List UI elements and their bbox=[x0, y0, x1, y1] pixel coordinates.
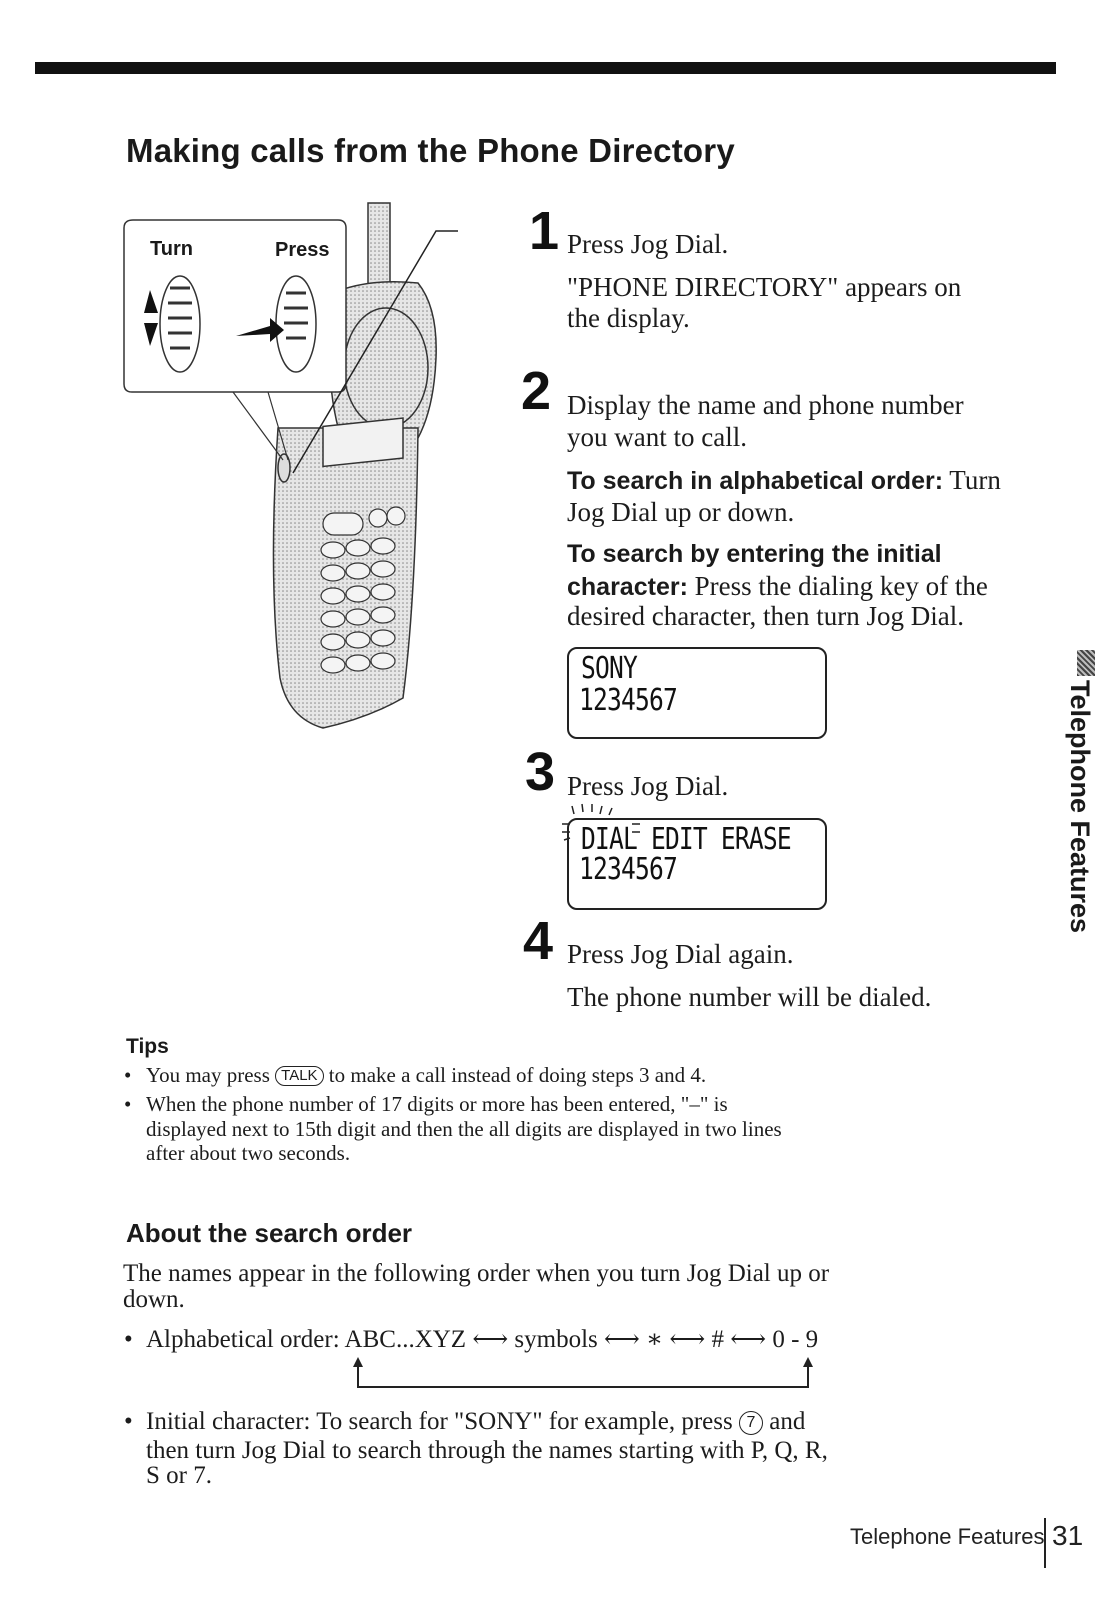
double-arrow-icon: ⟷ bbox=[472, 1326, 509, 1353]
step-1-number: 1 bbox=[529, 201, 560, 261]
top-rule bbox=[35, 62, 1056, 74]
footer-section: Telephone Features bbox=[850, 1524, 1045, 1549]
wraparound-arrow-icon bbox=[350, 1355, 820, 1395]
order-symbols: symbols bbox=[514, 1326, 598, 1353]
footer-divider bbox=[1044, 1518, 1046, 1568]
alpha-order-line bbox=[124, 1326, 819, 1354]
tip-1 bbox=[124, 1063, 707, 1088]
talk-key-icon: TALK bbox=[275, 1066, 323, 1086]
section-side-label: Telephone Features bbox=[1065, 680, 1095, 934]
step-2-text: Display the name and phone number bbox=[567, 390, 964, 420]
alpha-search-line bbox=[567, 464, 1001, 497]
step-2-text-2: you want to call. bbox=[567, 422, 747, 452]
lcd-name: SONY bbox=[581, 651, 637, 686]
alpha-search-text-2: Jog Dial up or down. bbox=[567, 497, 795, 527]
page-title: Making calls from the Phone Directory bbox=[126, 132, 735, 169]
initial-search-label-2: character: bbox=[567, 573, 688, 601]
step-2-number: 2 bbox=[521, 361, 552, 421]
about-heading: About the search order bbox=[126, 1218, 413, 1248]
lcd-erase-option: ERASE bbox=[720, 822, 791, 857]
step-1-detail-2: the display. bbox=[567, 303, 690, 333]
initial-char-text-a: Initial character: To search for "SONY" for example, press bbox=[146, 1408, 733, 1435]
step-4-text: Press Jog Dial again. bbox=[567, 939, 794, 969]
lcd-edit-option: EDIT bbox=[650, 822, 707, 857]
tip-1-text-b: to make a call instead of doing steps 3 and 4. bbox=[328, 1063, 707, 1087]
tip-2-line-1: When the phone number of 17 digits or more has been entered, "–" is bbox=[146, 1092, 728, 1116]
lcd-number-2: 1234567 bbox=[579, 852, 677, 887]
lcd-number: 1234567 bbox=[579, 683, 677, 718]
section-tab-marker bbox=[1077, 650, 1095, 676]
press-label: Press bbox=[275, 239, 330, 261]
initial-search-text-2: desired character, then turn Jog Dial. bbox=[567, 601, 965, 631]
about-intro-2: down. bbox=[123, 1286, 185, 1313]
step-3-number: 3 bbox=[525, 742, 556, 802]
initial-search-label: To search by entering the initial bbox=[567, 540, 942, 568]
tip-2-line-2: displayed next to 15th digit and then the all digits are displayed in two lines bbox=[146, 1117, 782, 1141]
initial-search-line bbox=[567, 570, 988, 603]
tips-heading: Tips bbox=[126, 1035, 169, 1058]
bullet-icon: • bbox=[124, 1326, 133, 1353]
turn-label: Turn bbox=[150, 238, 193, 260]
initial-search-text: Press the dialing key of the bbox=[687, 571, 988, 601]
page-number: 31 bbox=[1052, 1520, 1084, 1551]
bullet-icon: • bbox=[124, 1092, 132, 1116]
double-arrow-icon: ⟷ bbox=[669, 1326, 706, 1353]
step-4-detail: The phone number will be dialed. bbox=[567, 982, 932, 1012]
double-arrow-icon: ⟷ bbox=[604, 1326, 640, 1353]
step-3-text: Press Jog Dial. bbox=[567, 771, 729, 801]
bullet-icon: • bbox=[124, 1408, 133, 1435]
lcd-dial-option: DIAL bbox=[581, 822, 637, 857]
step-1-detail: "PHONE DIRECTORY" appears on bbox=[567, 272, 962, 302]
handset-illustration bbox=[118, 198, 458, 738]
tip-2-line-3: after about two seconds. bbox=[146, 1141, 351, 1165]
bullet-icon: • bbox=[124, 1063, 132, 1087]
order-digits: 0 - 9 bbox=[772, 1326, 819, 1353]
order-label: Alphabetical order: ABC...XYZ bbox=[146, 1326, 467, 1353]
step-1-text: Press Jog Dial. bbox=[567, 229, 729, 259]
initial-char-line-3: S or 7. bbox=[146, 1462, 212, 1489]
lcd-display-directory bbox=[567, 647, 827, 739]
tip-1-text-a: You may press bbox=[146, 1063, 270, 1087]
alpha-search-text: Turn bbox=[943, 465, 1001, 495]
alpha-search-label: To search in alphabetical order: bbox=[567, 467, 944, 495]
seven-key-icon: 7 bbox=[739, 1411, 763, 1435]
order-star: ∗ bbox=[646, 1326, 664, 1353]
step-4-number: 4 bbox=[523, 911, 554, 971]
initial-char-line-2: then turn Jog Dial to search through the names starting with P, Q, R, bbox=[146, 1437, 828, 1464]
blink-marks bbox=[560, 800, 680, 850]
initial-char-text-b: and bbox=[769, 1408, 806, 1435]
tip-2 bbox=[124, 1092, 728, 1117]
about-intro-1: The names appear in the following order when you turn Jog Dial up or bbox=[123, 1260, 830, 1287]
double-arrow-icon: ⟷ bbox=[730, 1326, 767, 1353]
initial-char-line-1 bbox=[124, 1408, 806, 1436]
order-hash: # bbox=[711, 1326, 724, 1353]
